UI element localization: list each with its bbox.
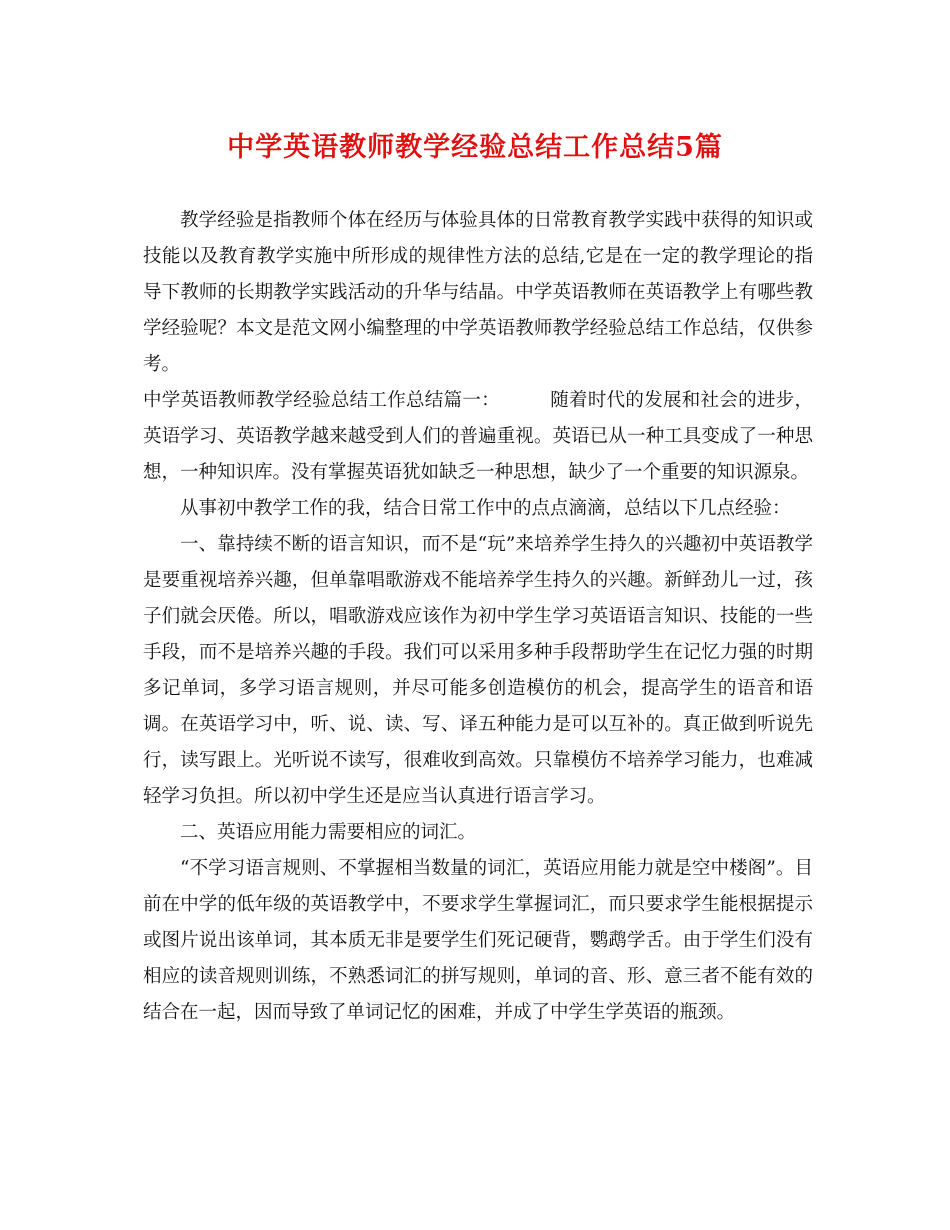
section-text: 随着时代的发展和社会的进步，英语学习、英语教学越来越受到人们的普遍重视。英语已从一种工具变成了一种思想，一种知识库。没有掌握英语犹如缺乏一种思想，缺少了一个重要的知识源泉。 [143, 390, 813, 483]
experience-paragraph: 从事初中教学工作的我，结合日常工作中的点点滴滴，总结以下几点经验： [180, 498, 791, 519]
point-two-paragraph: “不学习语言规则、不掌握相当数量的词汇，英语应用能力就是空中楼阁”。目前在中学的低年级的英语教学中，不要求学生掌握词汇，而只要求学生能根据提示或图片说出该单词，其本质无非是要学生们死记硬背，鹦鹉学舌。由于学生们没有相应的读音规则训练，不熟悉词汇的拼写规则，单词的音、形、意三者不能有效的结合在一起，因而导致了单词记忆的困难，并成了中学生学英语的瓶颈。 [143, 858, 813, 1023]
document-title: 中学英语教师教学经验总结工作总结5篇 [227, 132, 723, 163]
section-heading: 中学英语教师教学经验总结工作总结篇一： [143, 390, 500, 411]
section-paragraph [143, 383, 813, 491]
document-body [143, 203, 813, 1031]
point-two-heading: 二、英语应用能力需要相应的词汇。 [180, 822, 477, 843]
intro-paragraph: 教学经验是指教师个体在经历与体验具体的日常教育教学实践中获得的知识或技能以及教育教学实施中所形成的规律性方法的总结,它是在一定的教学理论的指导下教师的长期教学实践活动的升华与结晶。中学英语教师在英语教学上有哪些教学经验呢？本文是范文网小编整理的中学英语教师教学经验总结工作总结，仅供参考。 [143, 210, 813, 375]
point-one-paragraph: 一、靠持续不断的语言知识，而不是“玩”来培养学生持久的兴趣初中英语教学是要重视培养兴趣，但单靠唱歌游戏不能培养学生持久的兴趣。新鲜劲儿一过，孩子们就会厌倦。所以，唱歌游戏应该作为初中学生学习英语语言知识、技能的一些手段，而不是培养兴趣的手段。我们可以采用多种手段帮助学生在记忆力强的时期多记单词，多学习语言规则，并尽可能多创造模仿的机会，提高学生的语音和语调。在英语学习中，听、说、读、写、译五种能力是可以互补的。真正做到听说先行，读写跟上。光听说不读写，很难收到高效。只靠模仿不培养学习能力，也难减轻学习负担。所以初中学生还是应当认真进行语言学习。 [143, 534, 813, 807]
